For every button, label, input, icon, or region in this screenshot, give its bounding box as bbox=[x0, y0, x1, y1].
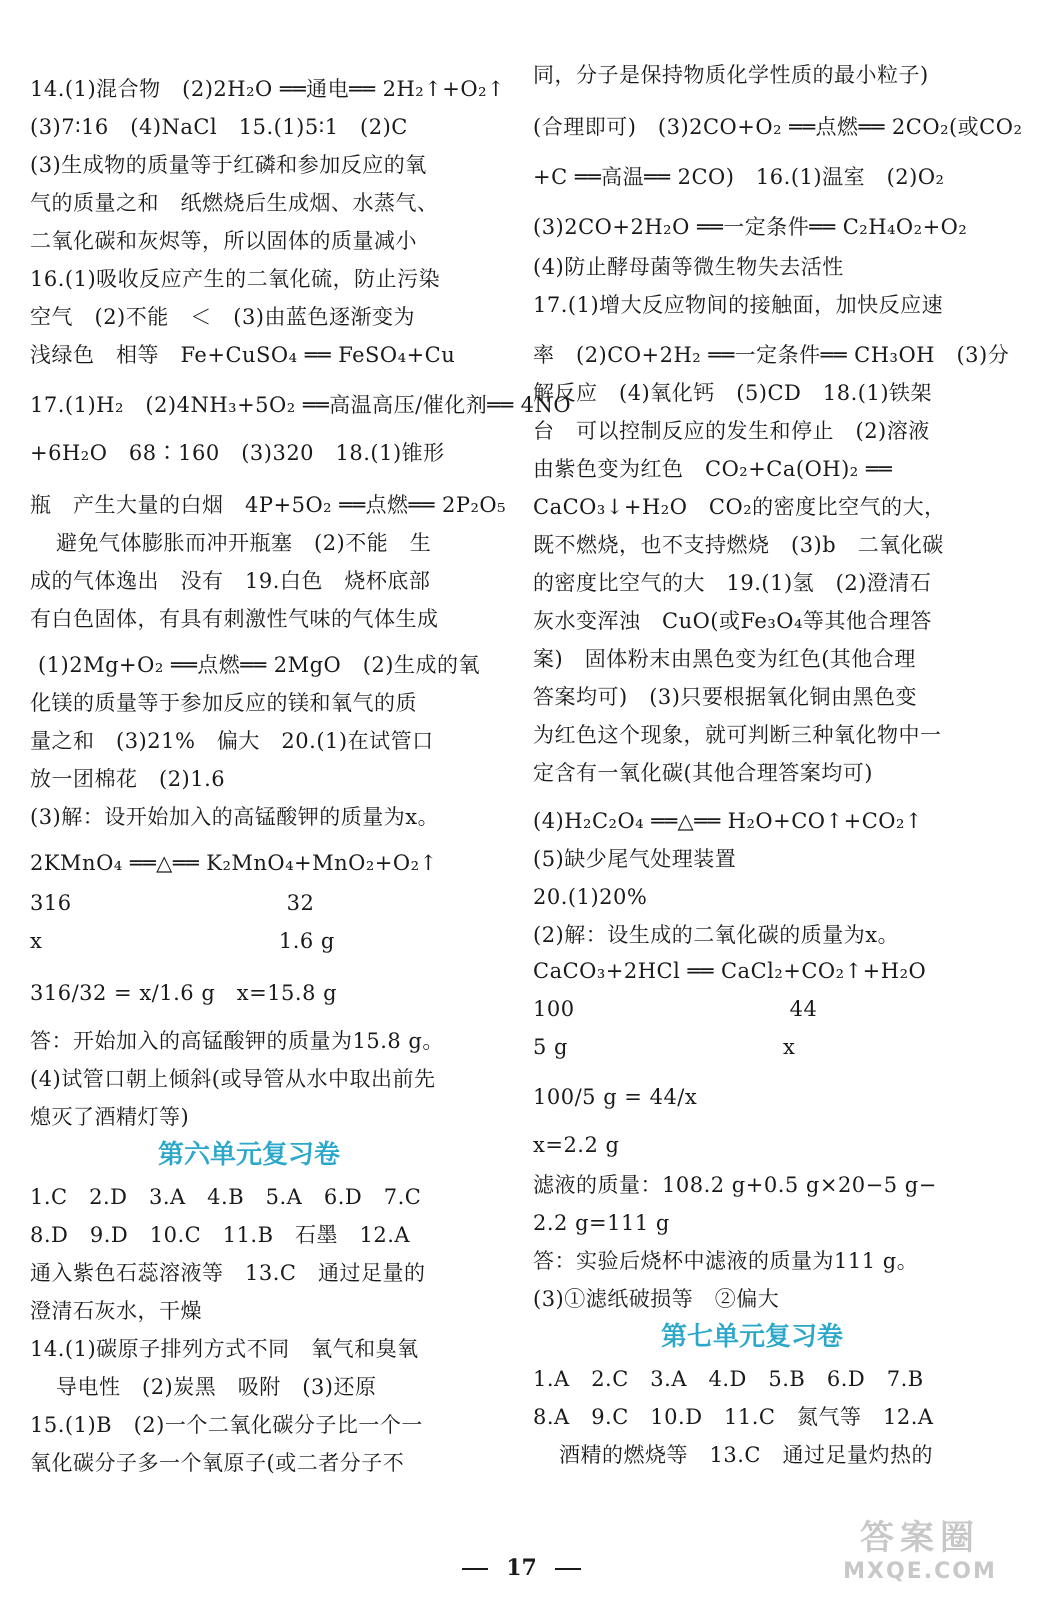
text-line: (3)2CO+2H₂O ══一定条件══ C₂H₄O₂+O₂ bbox=[533, 215, 968, 239]
text-line: 16.(1)吸收反应产生的二氧化硫，防止污染 bbox=[30, 267, 441, 291]
text-line: (4)防止酵母菌等微生物失去活性 bbox=[533, 255, 844, 279]
text-line: 氧化碳分子多一个氧原子(或二者分子不 bbox=[30, 1451, 405, 1475]
text-line: (3)7∶16 (4)NaCl 15.(1)5∶1 (2)C bbox=[30, 115, 408, 139]
text-line: (3)生成物的质量等于红磷和参加反应的氧 bbox=[30, 153, 427, 177]
text-line: 滤液的质量：108.2 g+0.5 g×20−5 g− bbox=[533, 1173, 937, 1197]
text-line: (4)H₂C₂O₄ ══△══ H₂O+CO↑+CO₂↑ bbox=[533, 809, 923, 833]
text-line: (3)①滤纸破损等 ②偏大 bbox=[533, 1287, 780, 1311]
text-line: 由紫色变为红色 CO₂+Ca(OH)₂ ══ bbox=[533, 457, 893, 481]
text-line: 避免气体膨胀而冲开瓶塞 (2)不能 生 bbox=[56, 531, 432, 555]
dash-left bbox=[462, 1568, 488, 1570]
text-line: 有白色固体，有具有刺激性气味的气体生成 bbox=[30, 607, 439, 631]
page-number-text: 17 bbox=[506, 1555, 537, 1581]
watermark-logo bbox=[815, 1510, 1025, 1590]
text-line: 5 g x bbox=[533, 1035, 796, 1059]
text-line: 2KMnO₄ ══△══ K₂MnO₄+MnO₂+O₂↑ bbox=[30, 851, 438, 875]
text-line: 20.(1)20% bbox=[533, 885, 648, 909]
watermark-line2: MXQE.COM bbox=[843, 1559, 997, 1584]
text-line: 15.(1)B (2)一个二氧化碳分子比一个一 bbox=[30, 1413, 423, 1437]
text-line: 定含有一氧化碳(其他合理答案均可) bbox=[533, 761, 873, 785]
text-line: 导电性 (2)炭黑 吸附 (3)还原 bbox=[56, 1375, 377, 1399]
text-line: 气的质量之和 纸燃烧后生成烟、水蒸气、 bbox=[30, 191, 439, 215]
text-line: +C ══高温══ 2CO) 16.(1)温室 (2)O₂ bbox=[533, 165, 945, 189]
section-heading-unit7: 第七单元复习卷 bbox=[661, 1322, 844, 1352]
text-line: 灰水变浑浊 CuO(或Fe₃O₄等其他合理答 bbox=[533, 609, 932, 633]
text-line: 100/5 g = 44/x bbox=[533, 1085, 698, 1109]
text-line: 量之和 (3)21% 偏大 20.(1)在试管口 bbox=[30, 729, 434, 753]
text-line: (2)解：设生成的二氧化碳的质量为x。 bbox=[533, 923, 900, 947]
text-line: (5)缺少尾气处理装置 bbox=[533, 847, 737, 871]
text-line: 放一团棉花 (2)1.6 bbox=[30, 767, 226, 791]
text-line: 答：实验后烧杯中滤液的质量为111 g。 bbox=[533, 1249, 919, 1273]
text-line: 酒精的燃烧等 13.C 通过足量灼热的 bbox=[559, 1443, 933, 1467]
text-line: 化镁的质量等于参加反应的镁和氧气的质 bbox=[30, 691, 417, 715]
text-line: 成的气体逸出 没有 19.白色 烧杯底部 bbox=[30, 569, 431, 593]
text-line: 澄清石灰水，干燥 bbox=[30, 1299, 202, 1323]
section-heading-unit6: 第六单元复习卷 bbox=[158, 1140, 341, 1170]
text-line: 熄灭了酒精灯等) bbox=[30, 1105, 190, 1129]
text-line: (3)解：设开始加入的高锰酸钾的质量为x。 bbox=[30, 805, 440, 829]
text-line: 空气 (2)不能 ＜ (3)由蓝色逐渐变为 bbox=[30, 305, 415, 329]
text-line: (合理即可) (3)2CO+O₂ ══点燃══ 2CO₂(或CO₂ bbox=[533, 115, 1023, 139]
text-line: 率 (2)CO+2H₂ ══一定条件══ CH₃OH (3)分 bbox=[533, 343, 1010, 367]
text-line: 既不燃烧，也不支持燃烧 (3)b 二氧化碳 bbox=[533, 533, 944, 557]
text-line: 答：开始加入的高锰酸钾的质量为15.8 g。 bbox=[30, 1029, 444, 1053]
watermark-line1: 答案圈 bbox=[860, 1518, 980, 1558]
text-line: 17.(1)增大反应物间的接触面，加快反应速 bbox=[533, 293, 944, 317]
text-line: 的密度比空气的大 19.(1)氢 (2)澄清石 bbox=[533, 571, 932, 595]
text-line: 17.(1)H₂ (2)4NH₃+5O₂ ══高温高压/催化剂══ 4NO bbox=[30, 393, 572, 417]
text-line: 8.D 9.D 10.C 11.B 石墨 12.A bbox=[30, 1223, 411, 1247]
text-line: 316 32 bbox=[30, 891, 315, 915]
text-line: 2.2 g=111 g bbox=[533, 1211, 670, 1235]
text-line: 瓶 产生大量的白烟 4P+5O₂ ══点燃══ 2P₂O₅ bbox=[30, 493, 507, 517]
text-line: 14.(1)碳原子排列方式不同 氧气和臭氧 bbox=[30, 1337, 419, 1361]
text-line: 台 可以控制反应的发生和停止 (2)溶液 bbox=[533, 419, 930, 443]
text-line: CaCO₃+2HCl ══ CaCl₂+CO₂↑+H₂O bbox=[533, 959, 927, 983]
text-line: 100 44 bbox=[533, 997, 818, 1021]
text-line: 1.A 2.C 3.A 4.D 5.B 6.D 7.B bbox=[533, 1367, 924, 1391]
text-line: 1.C 2.D 3.A 4.B 5.A 6.D 7.C bbox=[30, 1185, 422, 1209]
text-line: x 1.6 g bbox=[30, 929, 335, 953]
text-line: x=2.2 g bbox=[533, 1133, 620, 1157]
text-line: 316/32 = x/1.6 g x=15.8 g bbox=[30, 981, 338, 1005]
text-line: 8.A 9.C 10.D 11.C 氮气等 12.A bbox=[533, 1405, 934, 1429]
text-line: 案) 固体粉末由黑色变为红色(其他合理 bbox=[533, 647, 916, 671]
dash-right bbox=[555, 1568, 581, 1570]
text-line: 通入紫色石蕊溶液等 13.C 通过足量的 bbox=[30, 1261, 426, 1285]
text-line: CaCO₃↓+H₂O CO₂的密度比空气的大， bbox=[533, 495, 946, 519]
text-line: 同，分子是保持物质化学性质的最小粒子) bbox=[533, 63, 929, 87]
text-line: 解反应 (4)氧化钙 (5)CD 18.(1)铁架 bbox=[533, 381, 933, 405]
text-line: 二氧化碳和灰烬等，所以固体的质量减小 bbox=[30, 229, 417, 253]
text-line: 为红色这个现象，就可判断三种氧化物中一 bbox=[533, 723, 942, 747]
text-line: +6H₂O 68∶160 (3)320 18.(1)锥形 bbox=[30, 441, 445, 465]
text-line: (4)试管口朝上倾斜(或导管从水中取出前先 bbox=[30, 1067, 436, 1091]
text-line: (1)2Mg+O₂ ══点燃══ 2MgO (2)生成的氧 bbox=[38, 653, 480, 677]
text-line: 浅绿色 相等 Fe+CuSO₄ ══ FeSO₄+Cu bbox=[30, 343, 456, 367]
text-line: 答案均可) (3)只要根据氧化铜由黑色变 bbox=[533, 685, 917, 709]
text-line: 14.(1)混合物 (2)2H₂O ══通电══ 2H₂↑+O₂↑ bbox=[30, 77, 506, 101]
